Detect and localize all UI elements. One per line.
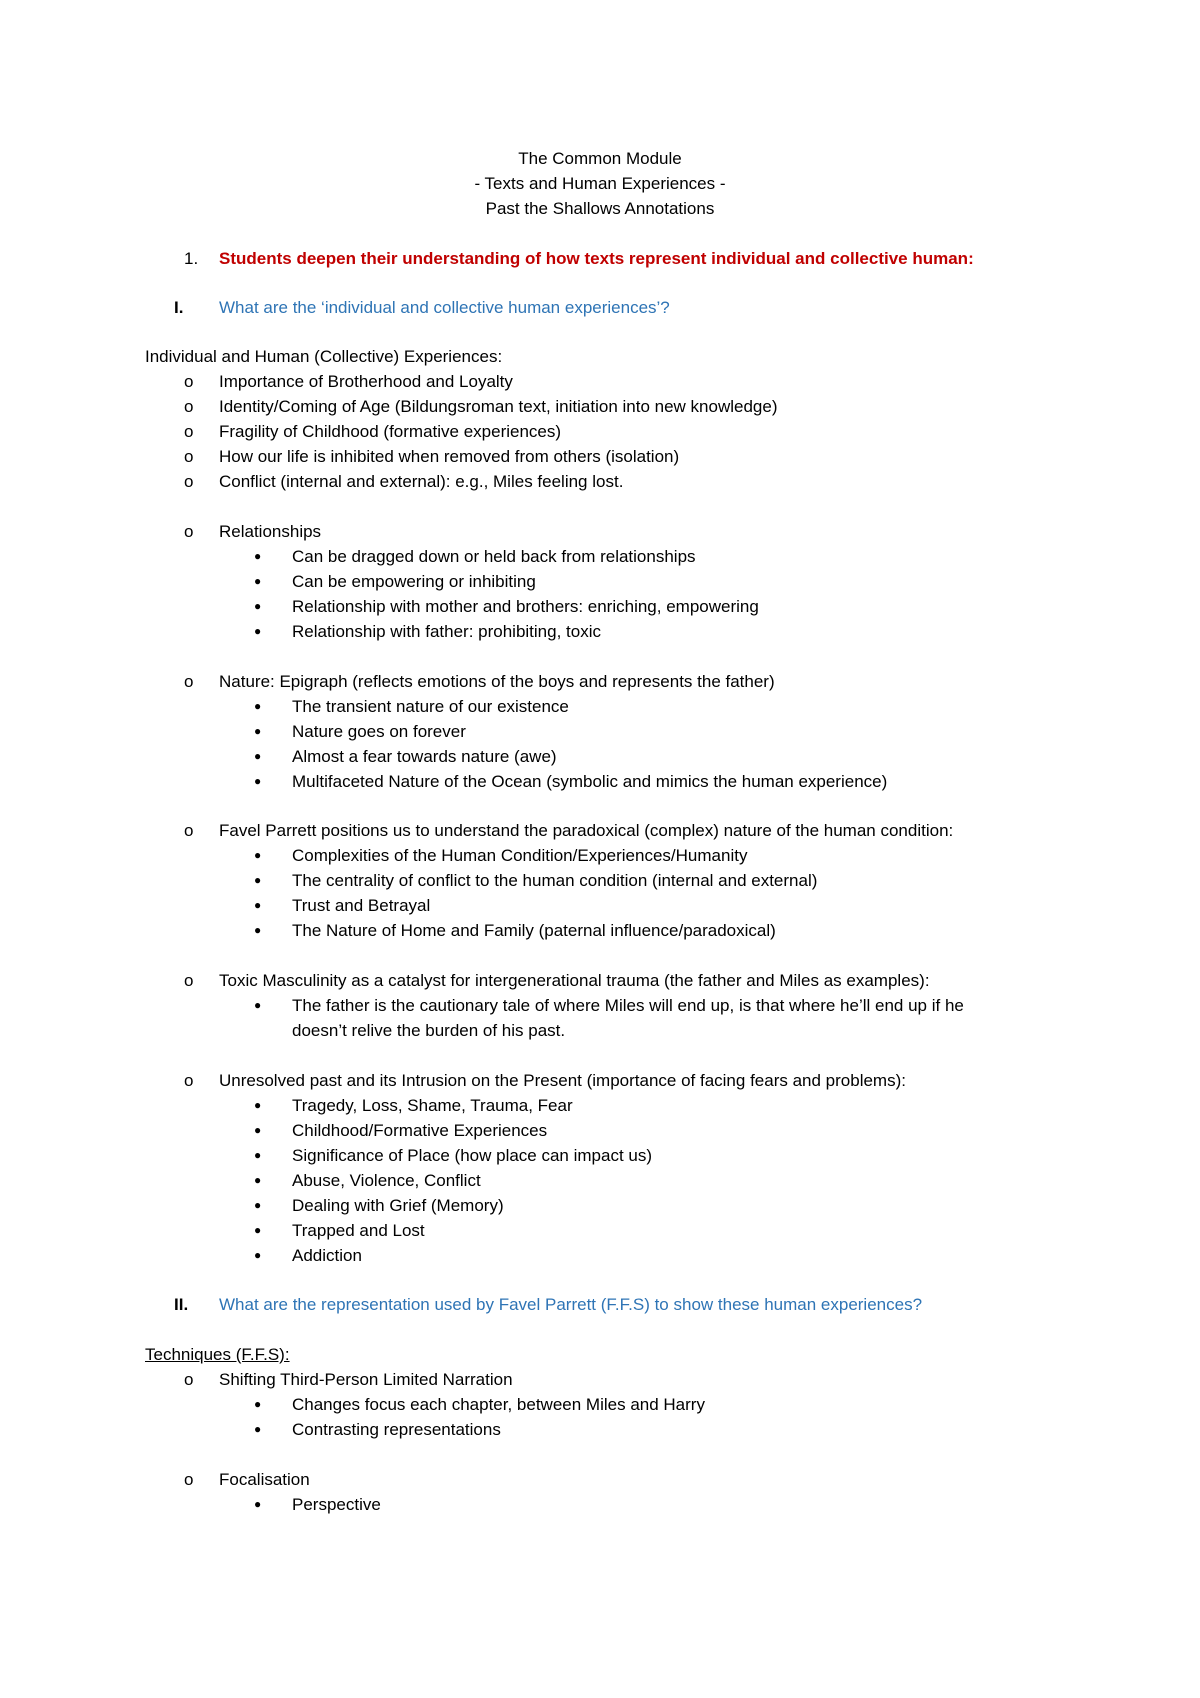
sub-list-item-text: Relationship with mother and brothers: enriching, empowering [292, 597, 759, 616]
sub-list-item-text: Abuse, Violence, Conflict [292, 1171, 481, 1190]
circle-bullet-icon: o [184, 522, 194, 541]
dot-bullet-icon: ● [254, 1497, 262, 1511]
circle-bullet-icon: o [184, 821, 194, 840]
circle-bullet-icon: o [184, 447, 194, 466]
question-1-text: What are the ‘individual and collective human experiences’? [219, 298, 670, 317]
list-item-text: Importance of Brotherhood and Loyalty [219, 372, 513, 391]
point-1-marker: 1. [184, 249, 199, 268]
dot-bullet-icon: ● [254, 1422, 262, 1436]
sub-list-item-text: Tragedy, Loss, Shame, Trauma, Fear [292, 1096, 573, 1115]
circle-bullet-icon: o [184, 672, 194, 691]
sub-list-item-text: Can be empowering or inhibiting [292, 572, 536, 591]
dot-bullet-icon: ● [254, 848, 262, 862]
dot-bullet-icon: ● [254, 724, 262, 738]
question-2-marker: II. [174, 1295, 189, 1314]
sub-list-item-text: Addiction [292, 1246, 362, 1265]
circle-bullet-icon: o [184, 1071, 194, 1090]
sub-list-item-text: The centrality of conflict to the human condition (internal and external) [292, 871, 818, 890]
circle-bullet-icon: o [184, 1470, 194, 1489]
dot-bullet-icon: ● [254, 923, 262, 937]
title-line-3: Past the Shallows Annotations [485, 199, 715, 218]
point-1-text: Students deepen their understanding of how texts represent individual and collective human: [219, 249, 974, 268]
sub-list-item-text: Relationship with father: prohibiting, toxic [292, 622, 601, 641]
sub-list-item-text: Significance of Place (how place can impact us) [292, 1146, 653, 1165]
sub-list-item-text: Multifaceted Nature of the Ocean (symbolic and mimics the human experience) [292, 772, 888, 791]
dot-bullet-icon: ● [254, 873, 262, 887]
dot-bullet-icon: ● [254, 774, 262, 788]
title-line-1: The Common Module [518, 149, 682, 168]
dot-bullet-icon: ● [254, 1098, 262, 1112]
section-heading-techniques: Techniques (F.F.S): [145, 1345, 290, 1364]
title-line-2: - Texts and Human Experiences - [474, 174, 726, 193]
list-item-text: Focalisation [219, 1470, 310, 1489]
dot-bullet-icon: ● [254, 1223, 262, 1237]
sub-list-item-text: Trapped and Lost [292, 1221, 425, 1240]
list-item-text: Shifting Third-Person Limited Narration [219, 1370, 513, 1389]
circle-bullet-icon: o [184, 971, 194, 990]
dot-bullet-icon: ● [254, 699, 262, 713]
dot-bullet-icon: ● [254, 1248, 262, 1262]
list-item-text: Identity/Coming of Age (Bildungsroman text, initiation into new knowledge) [219, 397, 778, 416]
dot-bullet-icon: ● [254, 599, 262, 613]
list-item-text: Nature: Epigraph (reflects emotions of the boys and represents the father) [219, 672, 775, 691]
sub-list-item-text: Complexities of the Human Condition/Experiences/Humanity [292, 846, 748, 865]
sub-list-item-text: Contrasting representations [292, 1420, 501, 1439]
dot-bullet-icon: ● [254, 1123, 262, 1137]
dot-bullet-icon: ● [254, 1173, 262, 1187]
sub-list-item-text: Trust and Betrayal [292, 896, 431, 915]
list-item-text: How our life is inhibited when removed from others (isolation) [219, 447, 680, 466]
sub-list-item-text: Changes focus each chapter, between Miles and Harry [292, 1395, 705, 1414]
sub-list-item-text: Perspective [292, 1495, 381, 1514]
circle-bullet-icon: o [184, 472, 194, 491]
circle-bullet-icon: o [184, 422, 194, 441]
sub-list-item-text: Childhood/Formative Experiences [292, 1121, 548, 1140]
dot-bullet-icon: ● [254, 574, 262, 588]
list-item-text: Relationships [219, 522, 322, 541]
sub-list-item-text: The Nature of Home and Family (paternal influence/paradoxical) [292, 921, 776, 940]
sub-list-item-text: doesn’t relive the burden of his past. [292, 1021, 566, 1040]
dot-bullet-icon: ● [254, 624, 262, 638]
question-1-marker: I. [174, 298, 184, 317]
sub-list-item-text: Dealing with Grief (Memory) [292, 1196, 504, 1215]
circle-bullet-icon: o [184, 397, 194, 416]
dot-bullet-icon: ● [254, 1397, 262, 1411]
sub-list-item-text: Nature goes on forever [292, 722, 466, 741]
list-item-text: Toxic Masculinity as a catalyst for intergenerational trauma (the father and Miles as examples): [219, 971, 930, 990]
dot-bullet-icon: ● [254, 998, 262, 1012]
section-heading-experiences: Individual and Human (Collective) Experiences: [145, 347, 503, 366]
dot-bullet-icon: ● [254, 1198, 262, 1212]
document-title [0, 146, 1200, 221]
sub-list-item-text: Almost a fear towards nature (awe) [292, 747, 557, 766]
circle-bullet-icon: o [184, 372, 194, 391]
dot-bullet-icon: ● [254, 749, 262, 763]
circle-bullet-icon: o [184, 1370, 194, 1389]
sub-list-item-text: Can be dragged down or held back from relationships [292, 547, 696, 566]
list-item-text: Unresolved past and its Intrusion on the Present (importance of facing fears and problems): [219, 1071, 906, 1090]
sub-list-item-text: The father is the cautionary tale of where Miles will end up, is that where he’ll end up if he [292, 996, 964, 1015]
dot-bullet-icon: ● [254, 1148, 262, 1162]
question-2-text: What are the representation used by Favel Parrett (F.F.S) to show these human experiences? [219, 1295, 923, 1314]
list-item-text: Favel Parrett positions us to understand the paradoxical (complex) nature of the human condition: [219, 821, 954, 840]
list-item-text: Fragility of Childhood (formative experiences) [219, 422, 562, 441]
dot-bullet-icon: ● [254, 549, 262, 563]
sub-list-item-text: The transient nature of our existence [292, 697, 569, 716]
dot-bullet-icon: ● [254, 898, 262, 912]
list-item-text: Conflict (internal and external): e.g., Miles feeling lost. [219, 472, 624, 491]
